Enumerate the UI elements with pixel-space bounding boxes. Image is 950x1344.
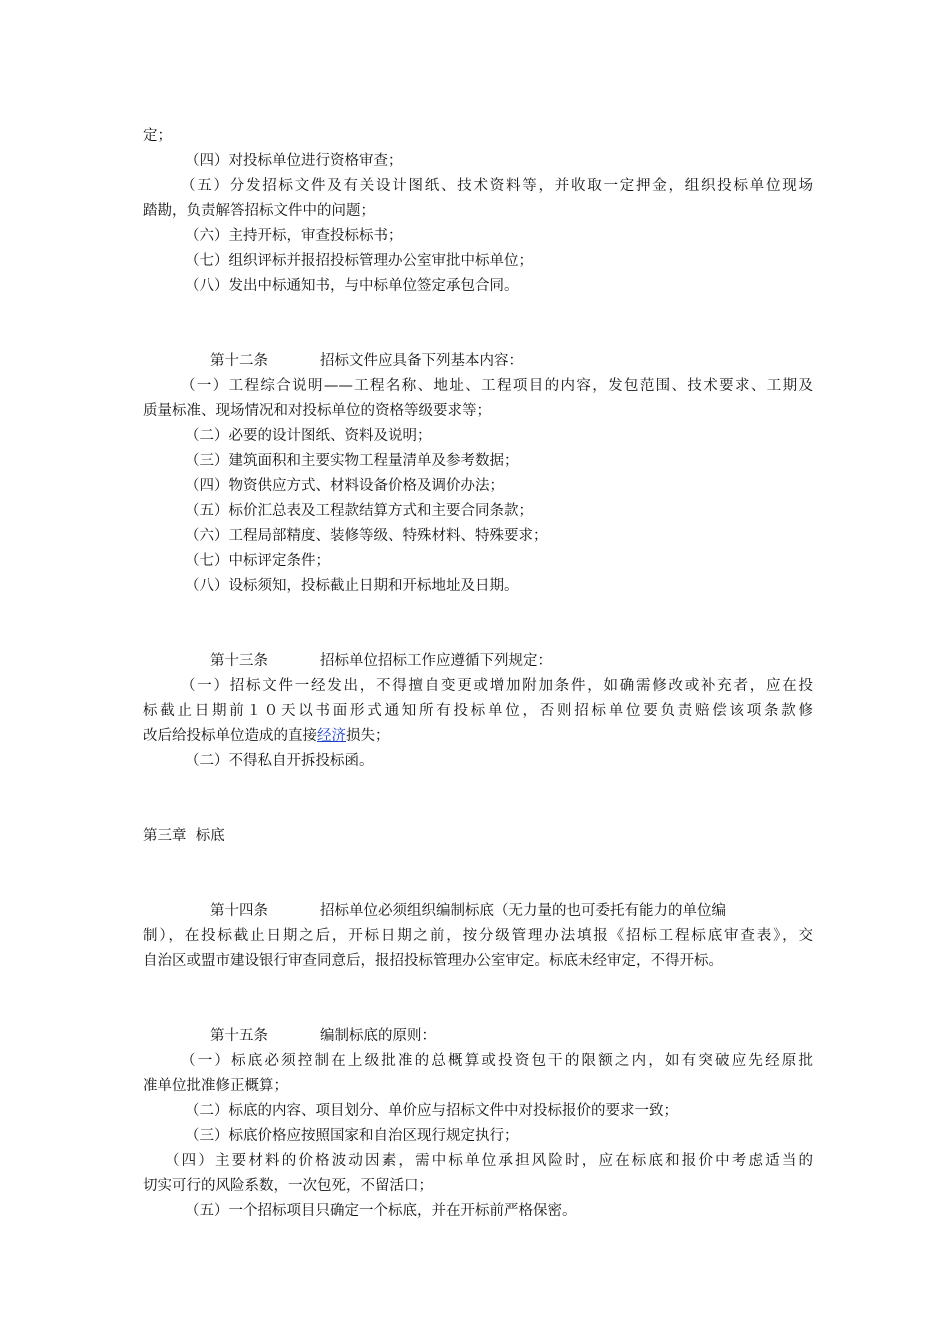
article-number: 第十三条 — [210, 653, 268, 669]
text-line — [143, 726, 813, 746]
text-line: 制），在投标截止日期之后，开标日期之前，按分级管理办法填报《招标工程标底审查表》，交 — [143, 928, 813, 944]
list-item: （六）工程局部精度、装修等级、特殊材料、特殊要求； — [185, 528, 548, 544]
list-item: （三）标底价格应按照国家和自治区现行规定执行； — [185, 1128, 519, 1144]
article-text: 招标单位必须组织编制标底（无力量的也可委托有能力的单位编 — [320, 903, 726, 919]
text-line: 踏勘，负责解答招标文件中的问题； — [143, 203, 375, 219]
text-span: 改后给投标单位造成的直接 — [143, 728, 317, 744]
chapter-heading: 第三章 标底 — [143, 828, 225, 844]
list-item: （四）物资供应方式、材料设备价格及调价办法； — [185, 478, 504, 494]
text-line: 准单位批准修正概算； — [143, 1078, 288, 1094]
list-item: （二）标底的内容、项目划分、单价应与招标文件中对投标报价的要求一致； — [185, 1103, 678, 1119]
list-item: （五）一个招标项目只确定一个标底，并在开标前严格保密。 — [185, 1203, 577, 1219]
text-line: 切实可行的风险系数，一次包死，不留活口； — [143, 1178, 433, 1194]
list-item: （二）不得私自开拆投标函。 — [185, 753, 374, 769]
list-item: （七）组织评标并报招投标管理办公室审批中标单位； — [185, 253, 533, 269]
list-item: （一）工程综合说明——工程名称、地址、工程项目的内容，发包范围、技术要求、工期及 — [181, 378, 813, 394]
economy-link[interactable]: 经济 — [317, 728, 346, 744]
text-line: 自治区或盟市建设银行审查同意后，报招投标管理办公室审定。标底未经审定，不得开标。 — [143, 953, 723, 969]
list-item: （七）中标评定条件； — [185, 553, 330, 569]
article-title: 编制标底的原则： — [320, 1028, 436, 1044]
text-line: 定； — [143, 128, 172, 144]
article-number: 第十四条 — [210, 903, 268, 919]
text-line: 标截止日期前１０天以书面形式通知所有投标单位，否则招标单位要负责赔偿该项条款修 — [143, 703, 813, 719]
article-title: 招标文件应具备下列基本内容： — [320, 353, 523, 369]
list-item: （一）标底必须控制在上级批准的总概算或投资包干的限额之内，如有突破应先经原批 — [181, 1053, 813, 1069]
list-item: （五）标价汇总表及工程款结算方式和主要合同条款； — [185, 503, 533, 519]
article-heading — [210, 651, 810, 671]
article-heading — [210, 1026, 810, 1046]
list-item: （五）分发招标文件及有关设计图纸、技术资料等，并收取一定押金，组织投标单位现场 — [181, 178, 813, 194]
article-number: 第十五条 — [210, 1028, 268, 1044]
list-item: （三）建筑面积和主要实物工程量清单及参考数据； — [185, 453, 519, 469]
list-item: （四）对投标单位进行资格审查； — [185, 153, 403, 169]
list-item: （二）必要的设计图纸、资料及说明； — [185, 428, 432, 444]
list-item: （八）发出中标通知书，与中标单位签定承包合同。 — [185, 278, 519, 294]
article-title: 招标单位招标工作应遵循下列规定： — [320, 653, 552, 669]
text-line: 质量标准、现场情况和对投标单位的资格等级要求等； — [143, 403, 491, 419]
article-heading — [210, 351, 810, 371]
list-item: （四）主要材料的价格波动因素，需中标单位承担风险时，应在标底和报价中考虑适当的 — [165, 1153, 813, 1169]
list-item: （一）招标文件一经发出，不得擅自变更或增加附加条件，如确需修改或补充者，应在投 — [181, 678, 813, 694]
article-number: 第十二条 — [210, 353, 268, 369]
list-item: （八）设标须知，投标截止日期和开标地址及日期。 — [185, 578, 519, 594]
text-span: 损失； — [346, 728, 390, 744]
article-heading — [210, 901, 810, 921]
list-item: （六）主持开标，审查投标标书； — [185, 228, 403, 244]
